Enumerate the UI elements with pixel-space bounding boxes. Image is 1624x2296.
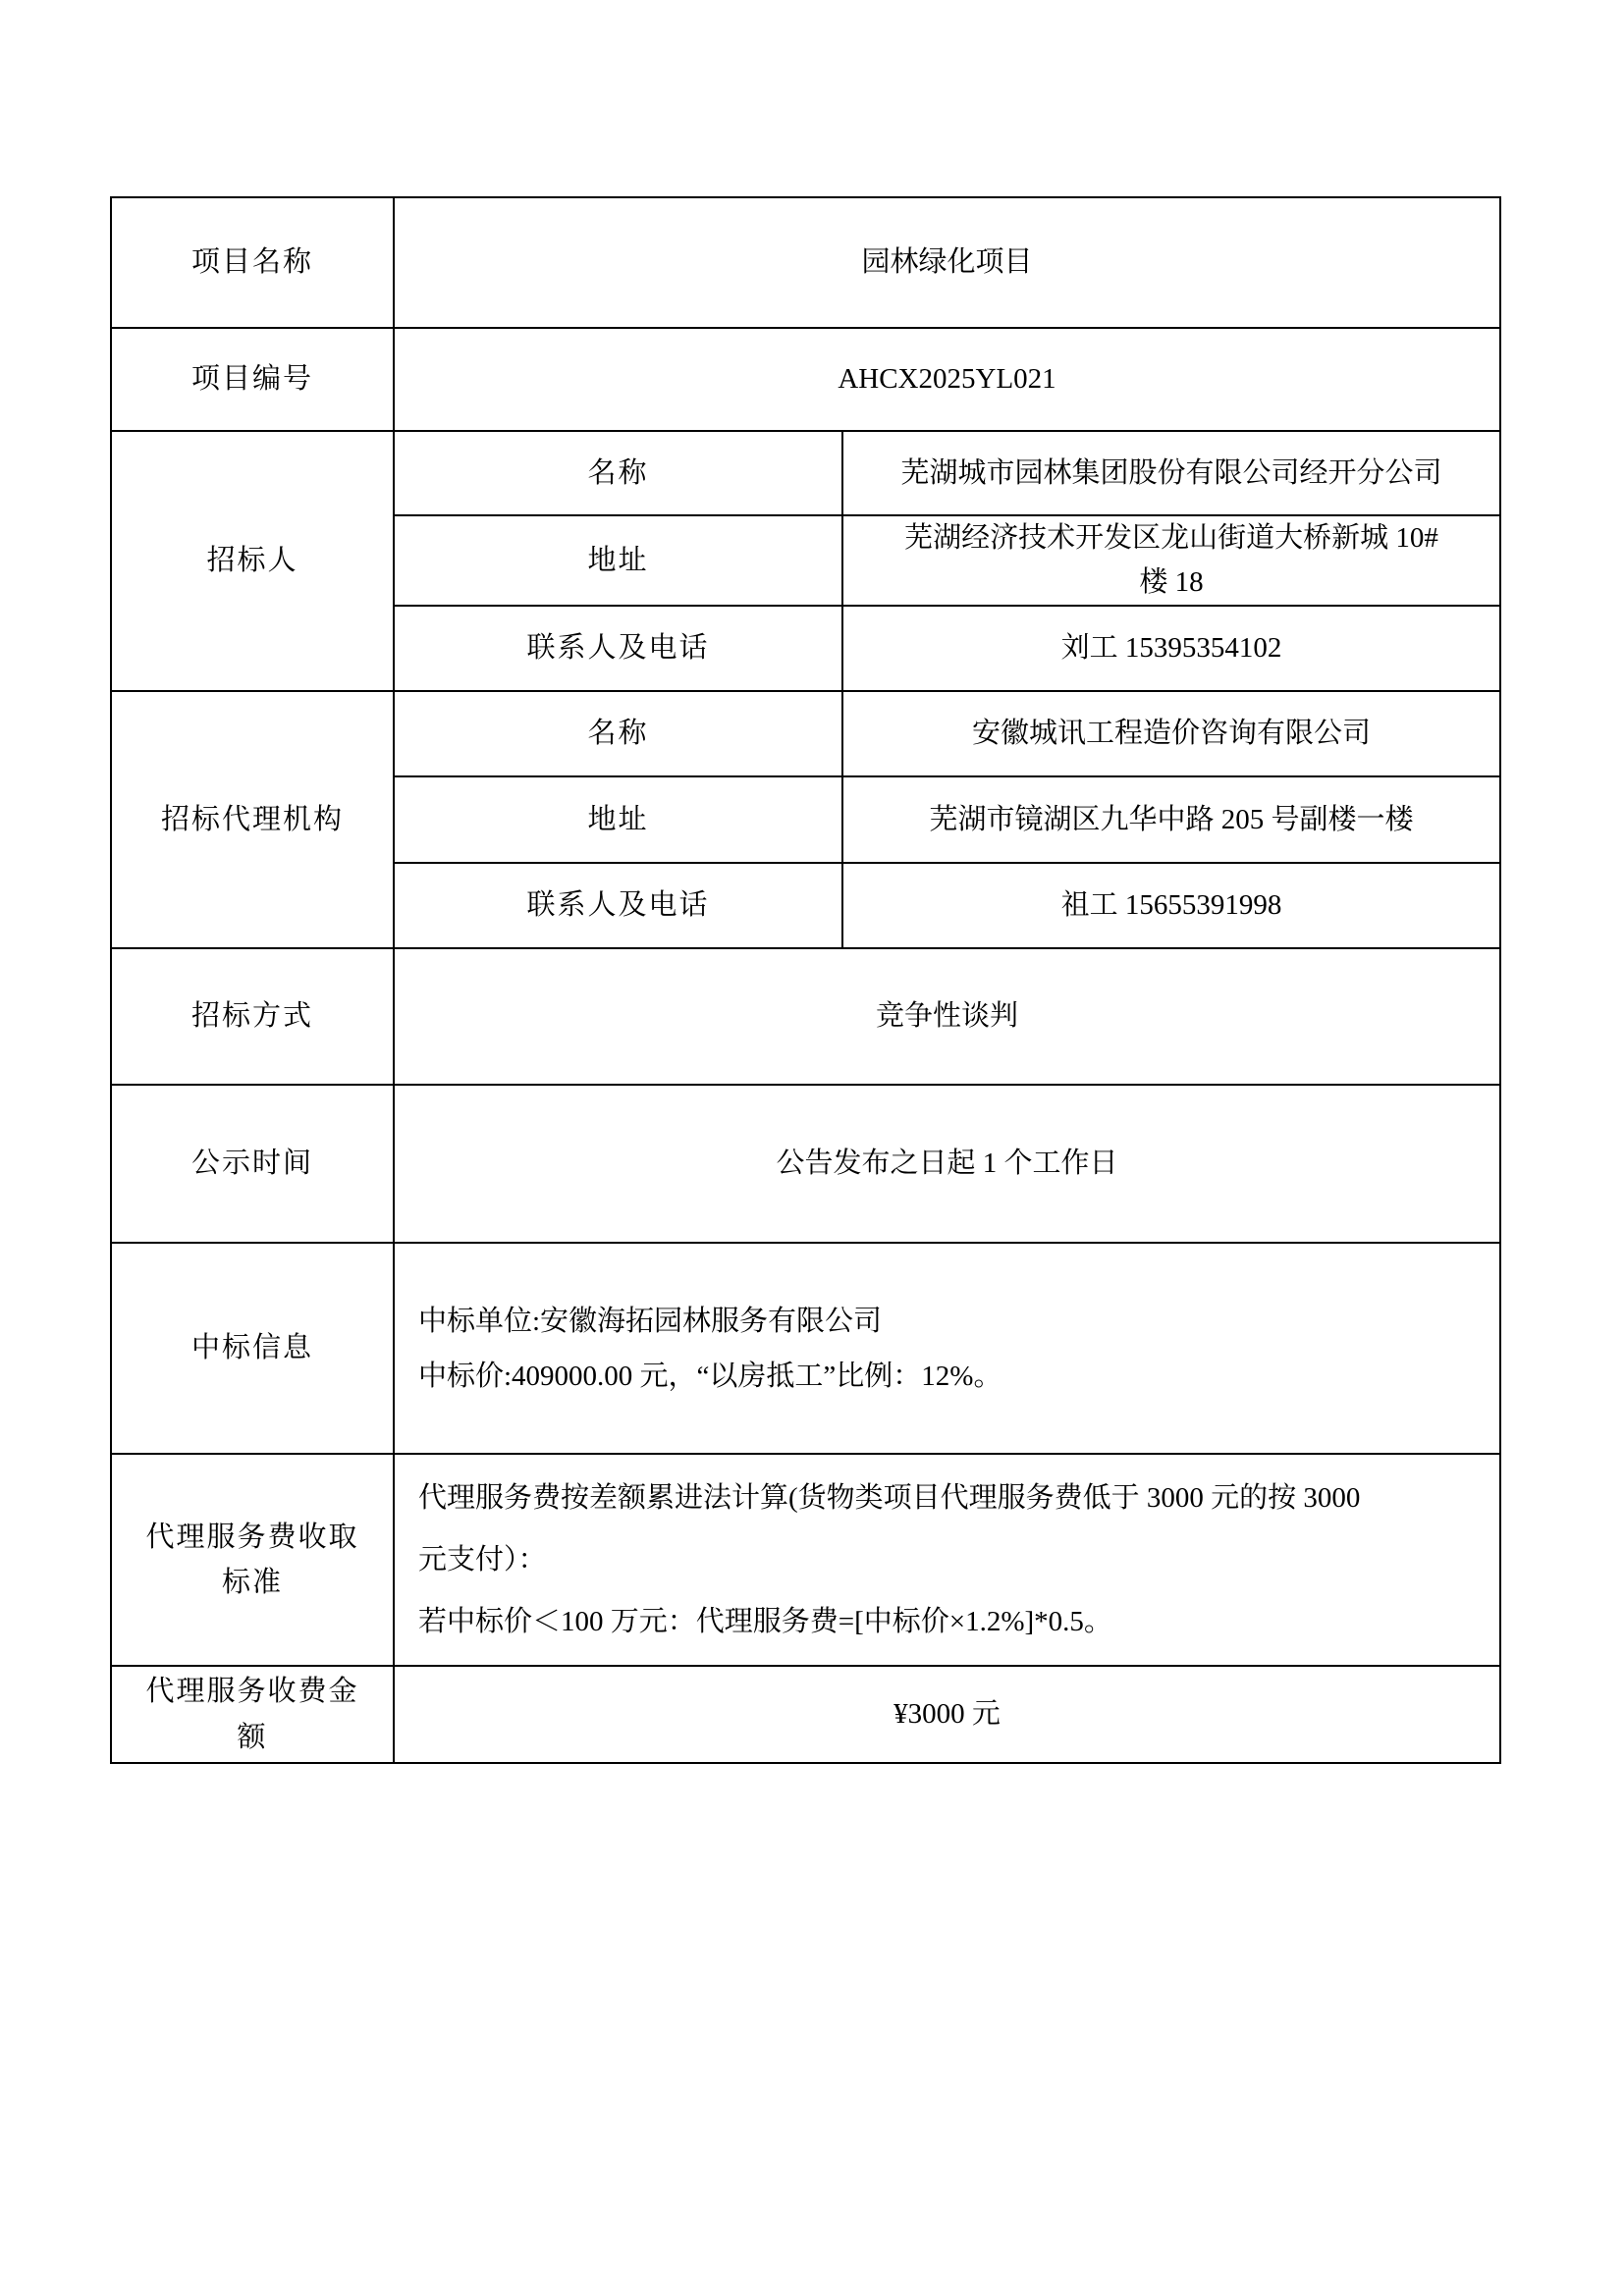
project-name-label: 项目名称 — [111, 197, 394, 328]
row-publicity — [111, 1085, 1500, 1243]
tenderer-name-label: 名称 — [394, 431, 842, 515]
tenderer-address-label: 地址 — [394, 515, 842, 606]
fee-standard-line1: 代理服务费按差额累进法计算(货物类项目代理服务费低于 3000 元的按 3000 — [418, 1481, 1361, 1514]
fee-amount-value: ¥3000 元 — [394, 1666, 1500, 1763]
row-agency-name — [111, 691, 1500, 776]
fee-standard-line3: 若中标价＜100 万元：代理服务费=[中标价×1.2%]*0.5。 — [418, 1605, 1112, 1637]
fee-standard-value — [394, 1454, 1500, 1666]
tenderer-address-line1: 芜湖经济技术开发区龙山街道大桥新城 10# — [904, 522, 1438, 555]
row-tenderer-name — [111, 431, 1500, 515]
method-value: 竞争性谈判 — [394, 948, 1500, 1085]
project-info-table — [110, 196, 1501, 1764]
row-method — [111, 948, 1500, 1085]
agency-name-label: 名称 — [394, 691, 842, 776]
tenderer-contact-value: 刘工 15395354102 — [842, 606, 1500, 691]
fee-standard-label: 代理服务费收取标准 — [111, 1454, 394, 1666]
award-info-label: 中标信息 — [111, 1243, 394, 1454]
tenderer-address-line2: 楼 18 — [1139, 566, 1204, 598]
project-number-label: 项目编号 — [111, 328, 394, 431]
award-price-line: 中标价:409000.00 元，“以房抵工”比例：12%。 — [418, 1360, 1002, 1392]
publicity-value: 公告发布之日起 1 个工作日 — [394, 1085, 1500, 1243]
method-label: 招标方式 — [111, 948, 394, 1085]
agency-address-label: 地址 — [394, 776, 842, 863]
project-name-value: 园林绿化项目 — [394, 197, 1500, 328]
agency-label: 招标代理机构 — [111, 691, 394, 948]
row-project-number — [111, 328, 1500, 431]
award-info-value — [394, 1243, 1500, 1454]
tenderer-address-value — [842, 515, 1500, 606]
fee-amount-label: 代理服务收费金额 — [111, 1666, 394, 1763]
publicity-label: 公示时间 — [111, 1085, 394, 1243]
project-number-value: AHCX2025YL021 — [394, 328, 1500, 431]
agency-name-value: 安徽城讯工程造价咨询有限公司 — [842, 691, 1500, 776]
fee-standard-line2: 元支付）： — [418, 1543, 547, 1575]
tenderer-label: 招标人 — [111, 431, 394, 691]
tenderer-name-value: 芜湖城市园林集团股份有限公司经开分公司 — [842, 431, 1500, 515]
tenderer-contact-label: 联系人及电话 — [394, 606, 842, 691]
row-fee-standard — [111, 1454, 1500, 1666]
row-fee-amount — [111, 1666, 1500, 1763]
agency-contact-value: 祖工 15655391998 — [842, 863, 1500, 948]
row-project-name — [111, 197, 1500, 328]
award-winner-line: 中标单位:安徽海拓园林服务有限公司 — [418, 1305, 883, 1337]
agency-address-value: 芜湖市镜湖区九华中路 205 号副楼一楼 — [842, 776, 1500, 863]
row-award-info — [111, 1243, 1500, 1454]
agency-contact-label: 联系人及电话 — [394, 863, 842, 948]
